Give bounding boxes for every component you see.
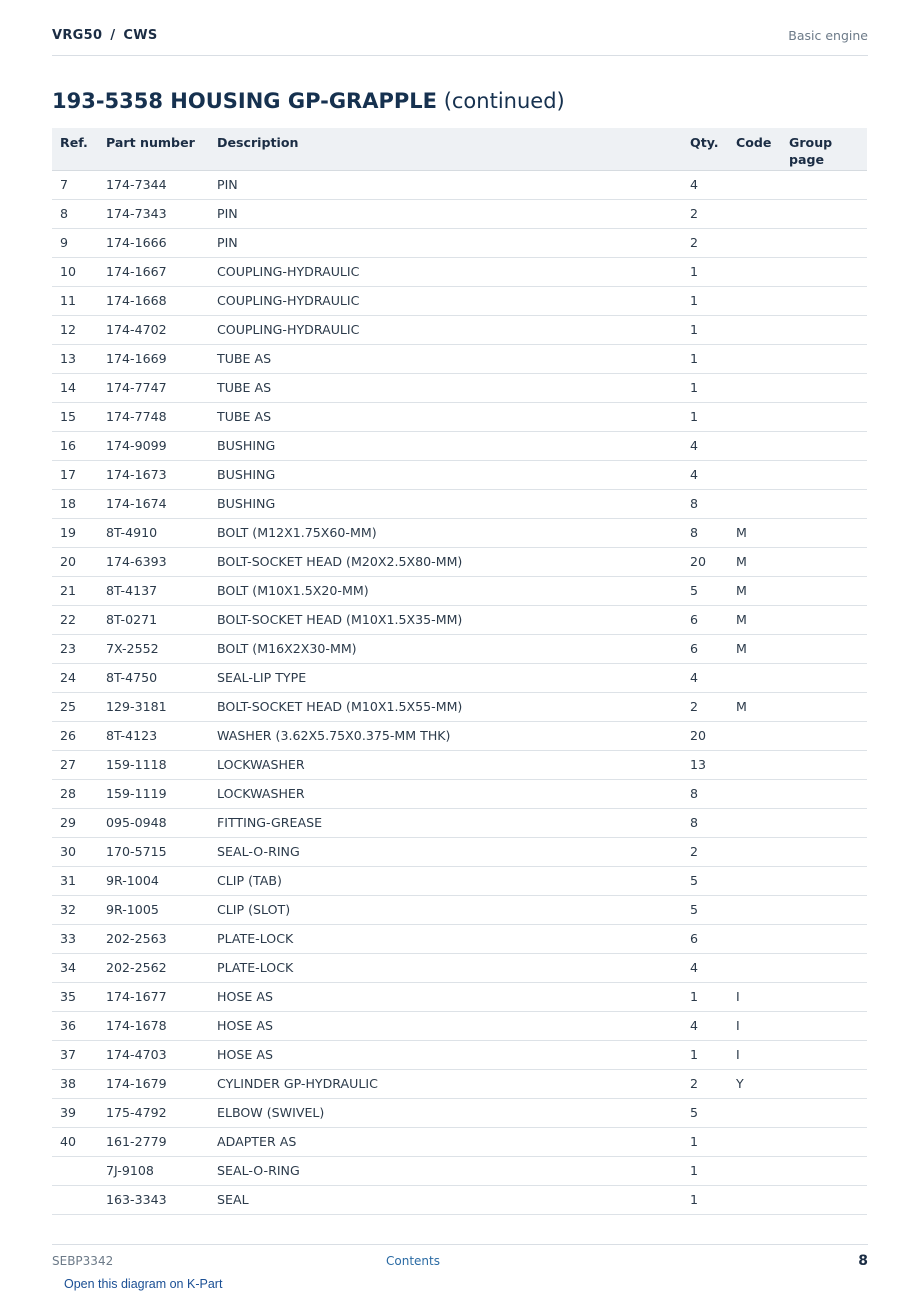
cell-ref: 38: [52, 1069, 98, 1098]
cell-description: LOCKWASHER: [209, 750, 682, 779]
cell-qty: 1: [682, 344, 728, 373]
cell-part-number: 174-4702: [98, 315, 209, 344]
cell-ref: 34: [52, 953, 98, 982]
cell-ref: [52, 1156, 98, 1185]
cell-ref: 32: [52, 895, 98, 924]
cell-part-number: 174-1674: [98, 489, 209, 518]
cell-description: PIN: [209, 228, 682, 257]
cell-qty: 6: [682, 924, 728, 953]
cell-group-page: [781, 837, 867, 866]
table-row: [52, 518, 867, 547]
cell-part-number: 159-1118: [98, 750, 209, 779]
cell-ref: 11: [52, 286, 98, 315]
cell-qty: 2: [682, 837, 728, 866]
cell-part-number: 202-2563: [98, 924, 209, 953]
cell-group-page: [781, 431, 867, 460]
cell-group-page: [781, 779, 867, 808]
cell-group-page: [781, 1098, 867, 1127]
cell-qty: 4: [682, 663, 728, 692]
column-header-part-number: Part number: [98, 128, 209, 170]
cell-qty: 5: [682, 1098, 728, 1127]
cell-part-number: 174-6393: [98, 547, 209, 576]
cell-description: HOSE AS: [209, 1040, 682, 1069]
cell-description: PIN: [209, 170, 682, 199]
cell-group-page: [781, 750, 867, 779]
cell-code: I: [728, 1040, 781, 1069]
cell-part-number: 170-5715: [98, 837, 209, 866]
cell-qty: 4: [682, 431, 728, 460]
cell-code: M: [728, 547, 781, 576]
cell-qty: 8: [682, 489, 728, 518]
cell-group-page: [781, 895, 867, 924]
cell-qty: 1: [682, 286, 728, 315]
cell-ref: 22: [52, 605, 98, 634]
cell-part-number: 129-3181: [98, 692, 209, 721]
table-row: [52, 1156, 867, 1185]
cell-description: WASHER (3.62X5.75X0.375-MM THK): [209, 721, 682, 750]
table-row: [52, 547, 867, 576]
cell-qty: 6: [682, 605, 728, 634]
table-row: [52, 924, 867, 953]
cell-description: BUSHING: [209, 431, 682, 460]
open-diagram-link[interactable]: Open this diagram on K-Part: [64, 1277, 223, 1291]
cell-code: [728, 663, 781, 692]
cell-description: COUPLING-HYDRAULIC: [209, 315, 682, 344]
cell-qty: 4: [682, 953, 728, 982]
cell-ref: 35: [52, 982, 98, 1011]
cell-qty: 13: [682, 750, 728, 779]
cell-group-page: [781, 605, 867, 634]
table-row: [52, 257, 867, 286]
cell-code: [728, 1185, 781, 1214]
cell-code: [728, 1098, 781, 1127]
cell-qty: 5: [682, 576, 728, 605]
cell-group-page: [781, 344, 867, 373]
cell-description: PLATE-LOCK: [209, 924, 682, 953]
cell-code: [728, 170, 781, 199]
cell-description: BUSHING: [209, 460, 682, 489]
cell-group-page: [781, 315, 867, 344]
cell-ref: 18: [52, 489, 98, 518]
cell-part-number: 174-1673: [98, 460, 209, 489]
table-row: [52, 170, 867, 199]
cell-code: [728, 1156, 781, 1185]
cell-code: I: [728, 982, 781, 1011]
cell-ref: 39: [52, 1098, 98, 1127]
cell-qty: 8: [682, 518, 728, 547]
column-header-description: Description: [209, 128, 682, 170]
cell-part-number: 174-7343: [98, 199, 209, 228]
cell-ref: 28: [52, 779, 98, 808]
cell-ref: 12: [52, 315, 98, 344]
cell-ref: 27: [52, 750, 98, 779]
cell-code: [728, 373, 781, 402]
column-header-code: Code: [728, 128, 781, 170]
cell-code: M: [728, 692, 781, 721]
model-breadcrumb: [52, 28, 158, 43]
cell-code: M: [728, 634, 781, 663]
cell-part-number: 174-1667: [98, 257, 209, 286]
cell-group-page: [781, 1040, 867, 1069]
cell-description: CLIP (TAB): [209, 866, 682, 895]
cell-code: [728, 344, 781, 373]
cell-code: [728, 924, 781, 953]
cell-ref: 30: [52, 837, 98, 866]
table-row: [52, 1185, 867, 1214]
cell-description: COUPLING-HYDRAULIC: [209, 286, 682, 315]
table-header-row: [52, 128, 867, 170]
table-row: [52, 315, 867, 344]
page-number: 8: [858, 1253, 868, 1269]
cell-ref: [52, 1185, 98, 1214]
cell-description: ADAPTER AS: [209, 1127, 682, 1156]
cell-ref: 9: [52, 228, 98, 257]
cell-qty: 8: [682, 808, 728, 837]
table-row: [52, 344, 867, 373]
cell-ref: 21: [52, 576, 98, 605]
cell-ref: 24: [52, 663, 98, 692]
table-row: [52, 286, 867, 315]
cell-code: [728, 750, 781, 779]
column-header-ref: Ref.: [52, 128, 98, 170]
cell-group-page: [781, 663, 867, 692]
cell-description: BUSHING: [209, 489, 682, 518]
cell-description: SEAL-O-RING: [209, 1156, 682, 1185]
table-row: [52, 228, 867, 257]
cell-part-number: 8T-4750: [98, 663, 209, 692]
cell-part-number: 8T-4910: [98, 518, 209, 547]
parts-table: [52, 128, 867, 1215]
cell-code: M: [728, 576, 781, 605]
cell-ref: 17: [52, 460, 98, 489]
cell-ref: 16: [52, 431, 98, 460]
cell-part-number: 163-3343: [98, 1185, 209, 1214]
cell-group-page: [781, 721, 867, 750]
cell-part-number: 9R-1004: [98, 866, 209, 895]
table-row: [52, 489, 867, 518]
table-row: [52, 837, 867, 866]
cell-part-number: 7X-2552: [98, 634, 209, 663]
cell-description: BOLT-SOCKET HEAD (M20X2.5X80-MM): [209, 547, 682, 576]
cell-part-number: 9R-1005: [98, 895, 209, 924]
cell-group-page: [781, 228, 867, 257]
cell-qty: 4: [682, 460, 728, 489]
cell-qty: 1: [682, 1127, 728, 1156]
table-row: [52, 982, 867, 1011]
table-row: [52, 576, 867, 605]
cell-qty: 6: [682, 634, 728, 663]
cell-ref: 14: [52, 373, 98, 402]
table-row: [52, 605, 867, 634]
cell-code: [728, 866, 781, 895]
cell-ref: 31: [52, 866, 98, 895]
cell-part-number: 174-1666: [98, 228, 209, 257]
document-id: SEBP3342: [52, 1254, 114, 1268]
cell-group-page: [781, 576, 867, 605]
cell-part-number: 174-7344: [98, 170, 209, 199]
table-row: [52, 953, 867, 982]
cell-part-number: 095-0948: [98, 808, 209, 837]
table-row: [52, 1127, 867, 1156]
cell-ref: 33: [52, 924, 98, 953]
cell-code: [728, 228, 781, 257]
cell-qty: 2: [682, 692, 728, 721]
cell-part-number: 174-1669: [98, 344, 209, 373]
cell-ref: 36: [52, 1011, 98, 1040]
section-name: Basic engine: [788, 28, 868, 43]
title-suffix: (continued): [443, 89, 565, 113]
cell-description: TUBE AS: [209, 344, 682, 373]
cell-description: BOLT (M16X2X30-MM): [209, 634, 682, 663]
cell-part-number: 8T-4137: [98, 576, 209, 605]
cell-description: SEAL: [209, 1185, 682, 1214]
cell-code: [728, 895, 781, 924]
cell-description: PIN: [209, 199, 682, 228]
cell-code: I: [728, 1011, 781, 1040]
cell-group-page: [781, 808, 867, 837]
cell-qty: 5: [682, 895, 728, 924]
cell-part-number: 174-7747: [98, 373, 209, 402]
cell-code: [728, 402, 781, 431]
cell-code: [728, 779, 781, 808]
title-main: 193-5358 HOUSING GP-GRAPPLE: [52, 89, 437, 113]
breadcrumb-separator: /: [110, 28, 116, 43]
cell-part-number: 174-9099: [98, 431, 209, 460]
cell-group-page: [781, 1156, 867, 1185]
cell-description: TUBE AS: [209, 402, 682, 431]
cell-group-page: [781, 518, 867, 547]
column-header-group-page: Group page: [781, 128, 867, 170]
column-header-qty: Qty.: [682, 128, 728, 170]
cell-code: [728, 460, 781, 489]
cell-qty: 1: [682, 257, 728, 286]
cell-ref: 23: [52, 634, 98, 663]
cell-group-page: [781, 489, 867, 518]
cell-qty: 4: [682, 170, 728, 199]
cell-code: M: [728, 518, 781, 547]
cell-code: [728, 953, 781, 982]
cell-part-number: 174-1677: [98, 982, 209, 1011]
cell-description: BOLT-SOCKET HEAD (M10X1.5X35-MM): [209, 605, 682, 634]
cell-group-page: [781, 257, 867, 286]
cell-ref: 37: [52, 1040, 98, 1069]
cell-group-page: [781, 1185, 867, 1214]
cell-group-page: [781, 170, 867, 199]
cell-code: [728, 489, 781, 518]
cell-description: HOSE AS: [209, 1011, 682, 1040]
cell-description: LOCKWASHER: [209, 779, 682, 808]
cell-ref: 40: [52, 1127, 98, 1156]
cell-description: BOLT (M10X1.5X20-MM): [209, 576, 682, 605]
cell-qty: 1: [682, 982, 728, 1011]
cell-qty: 20: [682, 547, 728, 576]
cell-group-page: [781, 1069, 867, 1098]
cell-qty: 20: [682, 721, 728, 750]
cell-group-page: [781, 547, 867, 576]
cell-ref: 10: [52, 257, 98, 286]
table-row: [52, 721, 867, 750]
cell-ref: 13: [52, 344, 98, 373]
cell-description: COUPLING-HYDRAULIC: [209, 257, 682, 286]
cell-description: SEAL-O-RING: [209, 837, 682, 866]
cell-group-page: [781, 402, 867, 431]
cell-ref: 15: [52, 402, 98, 431]
cell-group-page: [781, 692, 867, 721]
cell-group-page: [781, 1011, 867, 1040]
table-row: [52, 402, 867, 431]
cell-code: [728, 257, 781, 286]
page-title: [52, 89, 565, 113]
cell-qty: 1: [682, 1185, 728, 1214]
cell-ref: 29: [52, 808, 98, 837]
cell-part-number: 8T-0271: [98, 605, 209, 634]
cell-qty: 2: [682, 199, 728, 228]
cell-qty: 1: [682, 1156, 728, 1185]
cell-code: M: [728, 605, 781, 634]
cell-group-page: [781, 199, 867, 228]
cell-code: [728, 315, 781, 344]
cell-part-number: 174-1679: [98, 1069, 209, 1098]
cell-qty: 2: [682, 1069, 728, 1098]
page-footer: [52, 1244, 868, 1275]
cell-ref: 20: [52, 547, 98, 576]
cell-description: CYLINDER GP-HYDRAULIC: [209, 1069, 682, 1098]
table-row: [52, 1040, 867, 1069]
series-name: CWS: [123, 28, 158, 43]
cell-group-page: [781, 460, 867, 489]
cell-qty: 5: [682, 866, 728, 895]
table-row: [52, 779, 867, 808]
cell-code: [728, 837, 781, 866]
cell-part-number: 159-1119: [98, 779, 209, 808]
contents-link[interactable]: Contents: [386, 1254, 440, 1268]
table-row: [52, 199, 867, 228]
cell-group-page: [781, 634, 867, 663]
table-row: [52, 373, 867, 402]
table-row: [52, 634, 867, 663]
cell-code: [728, 286, 781, 315]
cell-part-number: 175-4792: [98, 1098, 209, 1127]
cell-part-number: 174-7748: [98, 402, 209, 431]
table-row: [52, 1011, 867, 1040]
cell-description: FITTING-GREASE: [209, 808, 682, 837]
cell-ref: 19: [52, 518, 98, 547]
cell-description: ELBOW (SWIVEL): [209, 1098, 682, 1127]
table-row: [52, 895, 867, 924]
cell-ref: 8: [52, 199, 98, 228]
cell-description: SEAL-LIP TYPE: [209, 663, 682, 692]
cell-qty: 8: [682, 779, 728, 808]
cell-group-page: [781, 286, 867, 315]
table-row: [52, 866, 867, 895]
cell-group-page: [781, 924, 867, 953]
cell-description: CLIP (SLOT): [209, 895, 682, 924]
cell-code: [728, 1127, 781, 1156]
table-row: [52, 1069, 867, 1098]
table-row: [52, 663, 867, 692]
cell-qty: 4: [682, 1011, 728, 1040]
cell-ref: 26: [52, 721, 98, 750]
cell-qty: 2: [682, 228, 728, 257]
cell-qty: 1: [682, 315, 728, 344]
cell-part-number: 174-1678: [98, 1011, 209, 1040]
cell-group-page: [781, 373, 867, 402]
cell-code: [728, 721, 781, 750]
cell-part-number: 7J-9108: [98, 1156, 209, 1185]
page-header: [52, 28, 868, 56]
cell-code: [728, 808, 781, 837]
cell-qty: 1: [682, 373, 728, 402]
cell-description: PLATE-LOCK: [209, 953, 682, 982]
table-row: [52, 808, 867, 837]
cell-qty: 1: [682, 1040, 728, 1069]
cell-description: BOLT (M12X1.75X60-MM): [209, 518, 682, 547]
cell-description: HOSE AS: [209, 982, 682, 1011]
model-name: VRG50: [52, 28, 103, 43]
cell-group-page: [781, 953, 867, 982]
table-row: [52, 431, 867, 460]
cell-description: BOLT-SOCKET HEAD (M10X1.5X55-MM): [209, 692, 682, 721]
cell-ref: 25: [52, 692, 98, 721]
table-row: [52, 692, 867, 721]
cell-group-page: [781, 1127, 867, 1156]
cell-description: TUBE AS: [209, 373, 682, 402]
cell-part-number: 8T-4123: [98, 721, 209, 750]
cell-code: Y: [728, 1069, 781, 1098]
table-row: [52, 750, 867, 779]
table-row: [52, 460, 867, 489]
cell-ref: 7: [52, 170, 98, 199]
cell-part-number: 161-2779: [98, 1127, 209, 1156]
cell-group-page: [781, 982, 867, 1011]
cell-part-number: 202-2562: [98, 953, 209, 982]
cell-qty: 1: [682, 402, 728, 431]
cell-part-number: 174-1668: [98, 286, 209, 315]
cell-code: [728, 431, 781, 460]
table-row: [52, 1098, 867, 1127]
cell-code: [728, 199, 781, 228]
cell-group-page: [781, 866, 867, 895]
parts-table-body: [52, 170, 867, 1214]
cell-part-number: 174-4703: [98, 1040, 209, 1069]
